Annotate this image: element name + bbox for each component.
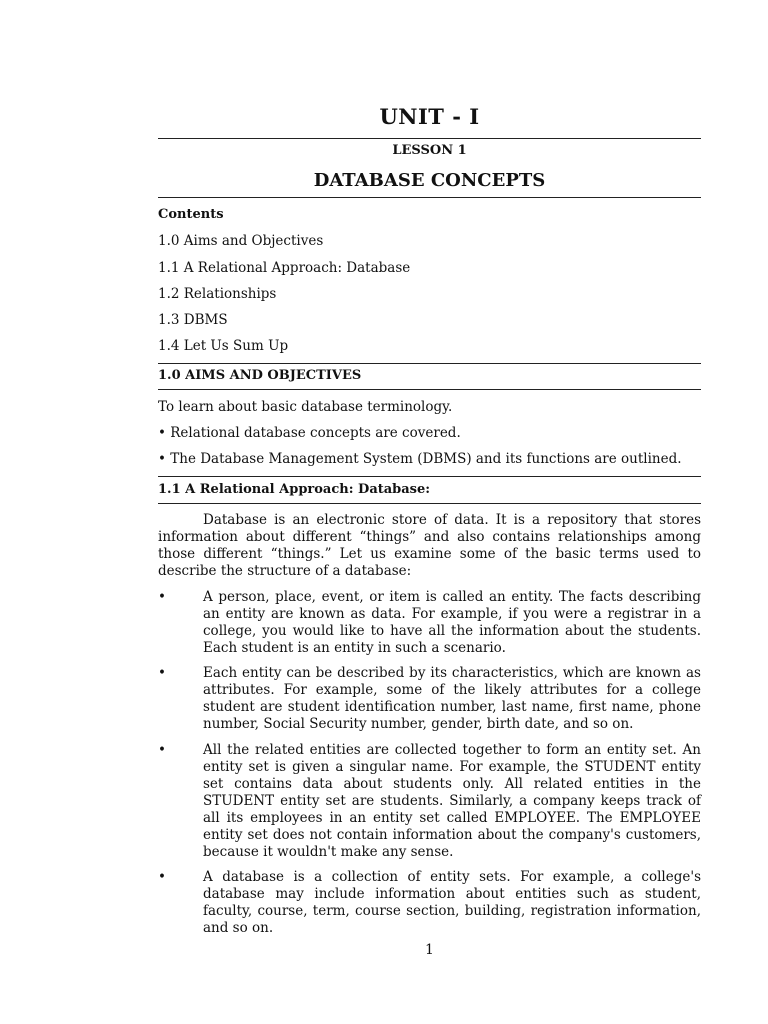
contents-item: 1.3 DBMS bbox=[158, 312, 228, 328]
bullet: • bbox=[158, 742, 166, 758]
unit-title: UNIT - I bbox=[379, 104, 480, 129]
lesson-label: LESSON 1 bbox=[392, 143, 467, 158]
page-number: 1 bbox=[425, 942, 434, 958]
list-item-text: A person, place, event, or item is called an entity. The facts describing an entity are known as data. For example, if you were a registrar in a college, you would like to have all the information about the students. Each student is an entity in such a scenario. bbox=[203, 589, 701, 656]
aims-line: • The Database Management System (DBMS) and its functions are outlined. bbox=[158, 451, 682, 467]
aims-line: To learn about basic database terminology. bbox=[158, 399, 453, 415]
contents-item: 1.0 Aims and Objectives bbox=[158, 233, 324, 249]
divider bbox=[158, 476, 701, 477]
contents-item: 1.2 Relationships bbox=[158, 286, 277, 302]
divider bbox=[158, 197, 701, 198]
section-heading-relational: 1.1 A Relational Approach: Database: bbox=[158, 482, 431, 497]
divider bbox=[158, 363, 701, 364]
list-item-text: Each entity can be described by its characteristics, which are known as attributes. For example, some of the likely attributes for a college student are student identification number, last name, first name, phone number, Social Security number, gender, birth date, and so on. bbox=[203, 665, 701, 732]
contents-item: 1.1 A Relational Approach: Database bbox=[158, 260, 411, 276]
bullet: • bbox=[158, 589, 166, 605]
page-title: DATABASE CONCEPTS bbox=[313, 170, 546, 191]
contents-heading: Contents bbox=[158, 207, 224, 222]
contents-item: 1.4 Let Us Sum Up bbox=[158, 338, 289, 354]
list-item-text: A database is a collection of entity sets. For example, a college's database may include information about entities such as student, faculty, course, term, course section, building, registration information, and so on. bbox=[203, 869, 701, 936]
bullet: • bbox=[158, 665, 166, 681]
divider bbox=[158, 389, 701, 390]
list-item-text: All the related entities are collected together to form an entity set. An entity set is given a singular name. For example, the STUDENT entity set contains data about students only. All related entities in the STUDENT entity set are students. Similarly, a company keeps track of all its employees in an entity set called EMPLOYEE. The EMPLOYEE entity set does not contain information about the company's customers, because it wouldn't make any sense. bbox=[203, 742, 701, 860]
divider bbox=[158, 503, 701, 504]
section-heading-aims: 1.0 AIMS AND OBJECTIVES bbox=[158, 368, 362, 383]
bullet: • bbox=[158, 869, 166, 885]
aims-line: • Relational database concepts are covered. bbox=[158, 425, 461, 441]
intro-paragraph: Database is an electronic store of data. It is a repository that stores information about different “things” and also contains relationships among those different “things.” Let us examine some of the basic terms used to describe the structure of a database: bbox=[158, 512, 701, 579]
divider bbox=[158, 138, 701, 139]
